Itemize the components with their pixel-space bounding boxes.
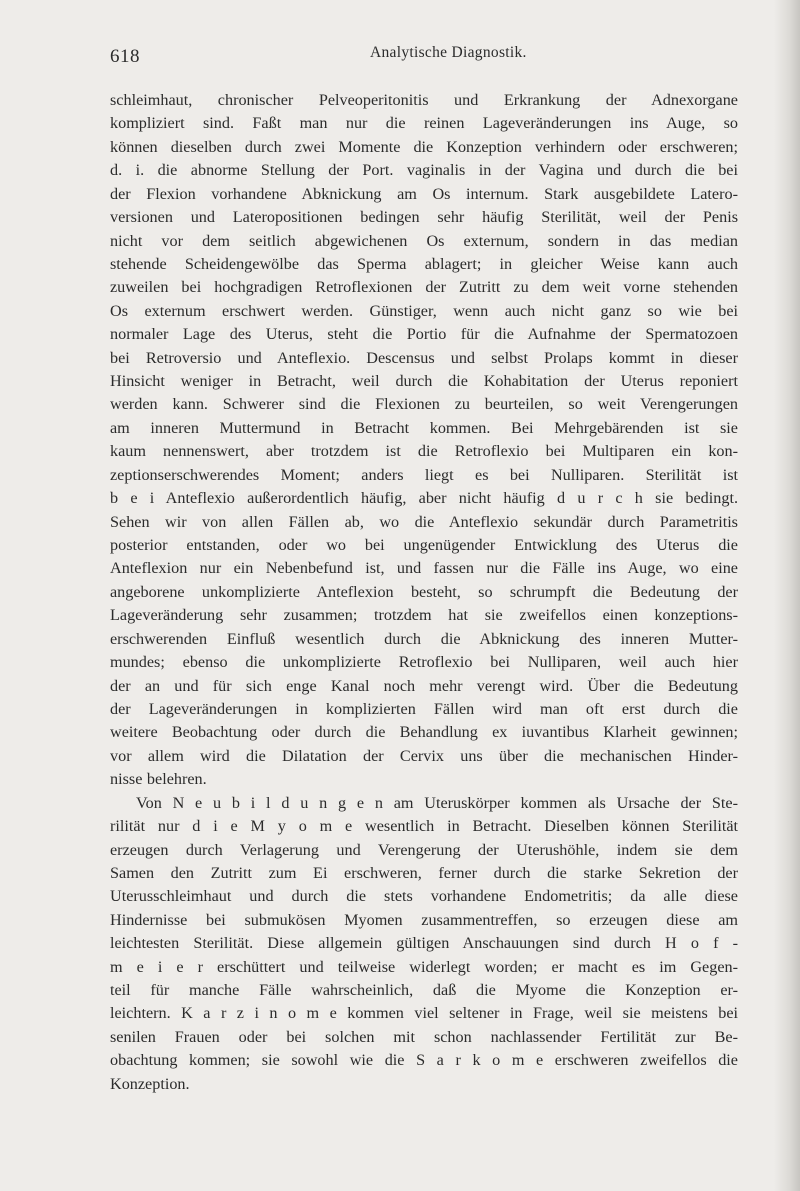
text-line: am inneren Muttermund in Betracht kommen. Bei Mehrgebärenden ist sie: [110, 418, 738, 437]
text-line: normaler Lage des Uterus, steht die Portio für die Aufnahme der Spermatozoen: [110, 325, 738, 344]
text-line: der Lageveränderungen in komplizierten Fällen wird man oft erst durch die: [110, 699, 738, 718]
page-number: 618: [110, 46, 140, 67]
text-line: Von N e u b i l d u n g e n am Uteruskörper kommen als Ursache der Ste-: [136, 793, 738, 812]
text-line: m e i e r erschüttert und teilweise widerlegt worden; er macht es im Gegen-: [110, 957, 738, 976]
text-line: schleimhaut, chronischer Pelveoperitonitis und Erkrankung der Adnexorgane: [110, 91, 738, 109]
text-line: posterior entstanden, oder wo bei ungenügender Entwicklung des Uterus die: [110, 536, 738, 555]
text-line: Os externum erschwert werden. Günstiger, wenn auch nicht ganz so wie bei: [110, 301, 738, 320]
text-line: stehende Scheidengewölbe das Sperma ablagert; in gleicher Weise kann auch: [110, 254, 738, 273]
text-line: Hinsicht weniger in Betracht, weil durch die Kohabitation der Uterus reponiert: [110, 372, 738, 391]
text-line: senilen Frauen oder bei solchen mit schon nachlassender Fertilität zur Be-: [110, 1027, 738, 1046]
text-line: kaum nennenswert, aber trotzdem ist die Retroflexio bei Multiparen ein kon-: [110, 442, 738, 461]
text-line: der an und für sich enge Kanal noch mehr verengt wird. Über die Bedeutung: [110, 676, 738, 695]
text-line: angeborene unkomplizierte Anteflexion besteht, so schrumpft die Bedeutung der: [110, 582, 738, 601]
text-line: Lageveränderung sehr zusammen; trotzdem hat sie zweifellos einen konzeptions-: [110, 606, 738, 625]
page-header: [110, 44, 740, 70]
text-line: erzeugen durch Verlagerung und Verengerung der Uterushöhle, indem sie dem: [110, 840, 738, 859]
text-line: der Flexion vorhandene Abknickung am Os internum. Stark ausgebildete Latero-: [110, 184, 738, 203]
body-text: [110, 89, 738, 1096]
text-line: kompliziert sind. Faßt man nur die reinen Lageveränderungen ins Auge, so: [110, 114, 738, 133]
text-line: nicht vor dem seitlich abgewichenen Os externum, sondern in das median: [110, 231, 738, 250]
text-line: d. i. die abnorme Stellung der Port. vaginalis in der Vagina und durch die bei: [110, 161, 738, 180]
text-line: Sehen wir von allen Fällen ab, wo die Anteflexio sekundär durch Parametritis: [110, 512, 738, 531]
text-line: bei Retroversio und Anteflexio. Descensus und selbst Prolaps kommt in dieser: [110, 348, 738, 367]
text-line: mundes; ebenso die unkomplizierte Retroflexio bei Nulliparen, weil auch hier: [110, 653, 738, 672]
text-line: Konzeption.: [110, 1074, 190, 1093]
text-line: zeptionserschwerendes Moment; anders liegt es bei Nulliparen. Sterilität ist: [110, 465, 738, 484]
text-line: leichtern. K a r z i n o m e kommen viel seltener in Frage, weil sie meistens bei: [110, 1004, 738, 1023]
text-line: versionen und Lateropositionen bedingen sehr häufig Sterilität, weil der Penis: [110, 208, 738, 227]
text-line: erschwerenden Einfluß wesentlich durch die Abknickung des inneren Mutter-: [110, 629, 738, 648]
text-line: nisse belehren.: [110, 770, 207, 789]
text-line: obachtung kommen; sie sowohl wie die S a r k o m e erschweren zweifellos die: [110, 1051, 738, 1070]
text-line: Anteflexion nur ein Nebenbefund ist, und fassen nur die Fälle ins Auge, wo eine: [110, 559, 738, 578]
text-line: rilität nur d i e M y o m e wesentlich in Betracht. Dieselben können Sterilität: [110, 817, 738, 836]
text-line: zuweilen bei hochgradigen Retroflexionen der Zutritt zu dem weit vorne stehenden: [110, 278, 738, 297]
text-line: Hindernisse bei submukösen Myomen zusammentreffen, so erzeugen diese am: [110, 910, 738, 929]
text-line: b e i Anteflexio außerordentlich häufig, aber nicht häufig d u r c h sie bedingt.: [110, 489, 738, 508]
text-line: leichtesten Sterilität. Diese allgemein gültigen Anschauungen sind durch H o f -: [110, 934, 738, 953]
text-line: vor allem wird die Dilatation der Cervix uns über die mechanischen Hinder-: [110, 746, 738, 765]
running-head: Analytische Diagnostik.: [370, 44, 527, 61]
text-line: Uterusschleimhaut und durch die stets vorhandene Endometritis; da alle diese: [110, 887, 738, 906]
page-edge-shadow: [774, 0, 800, 1191]
text-line: Samen den Zutritt zum Ei erschweren, ferner durch die starke Sekretion der: [110, 863, 738, 882]
text-line: können dieselben durch zwei Momente die Konzeption verhindern oder erschweren;: [110, 137, 738, 156]
text-line: werden kann. Schwerer sind die Flexionen zu beurteilen, so weit Verengerungen: [110, 395, 738, 414]
text-line: weitere Beobachtung oder durch die Behandlung ex iuvantibus Klarheit gewinnen;: [110, 723, 738, 742]
text-line: teil für manche Fälle wahrscheinlich, daß die Myome die Konzeption er-: [110, 981, 738, 1000]
